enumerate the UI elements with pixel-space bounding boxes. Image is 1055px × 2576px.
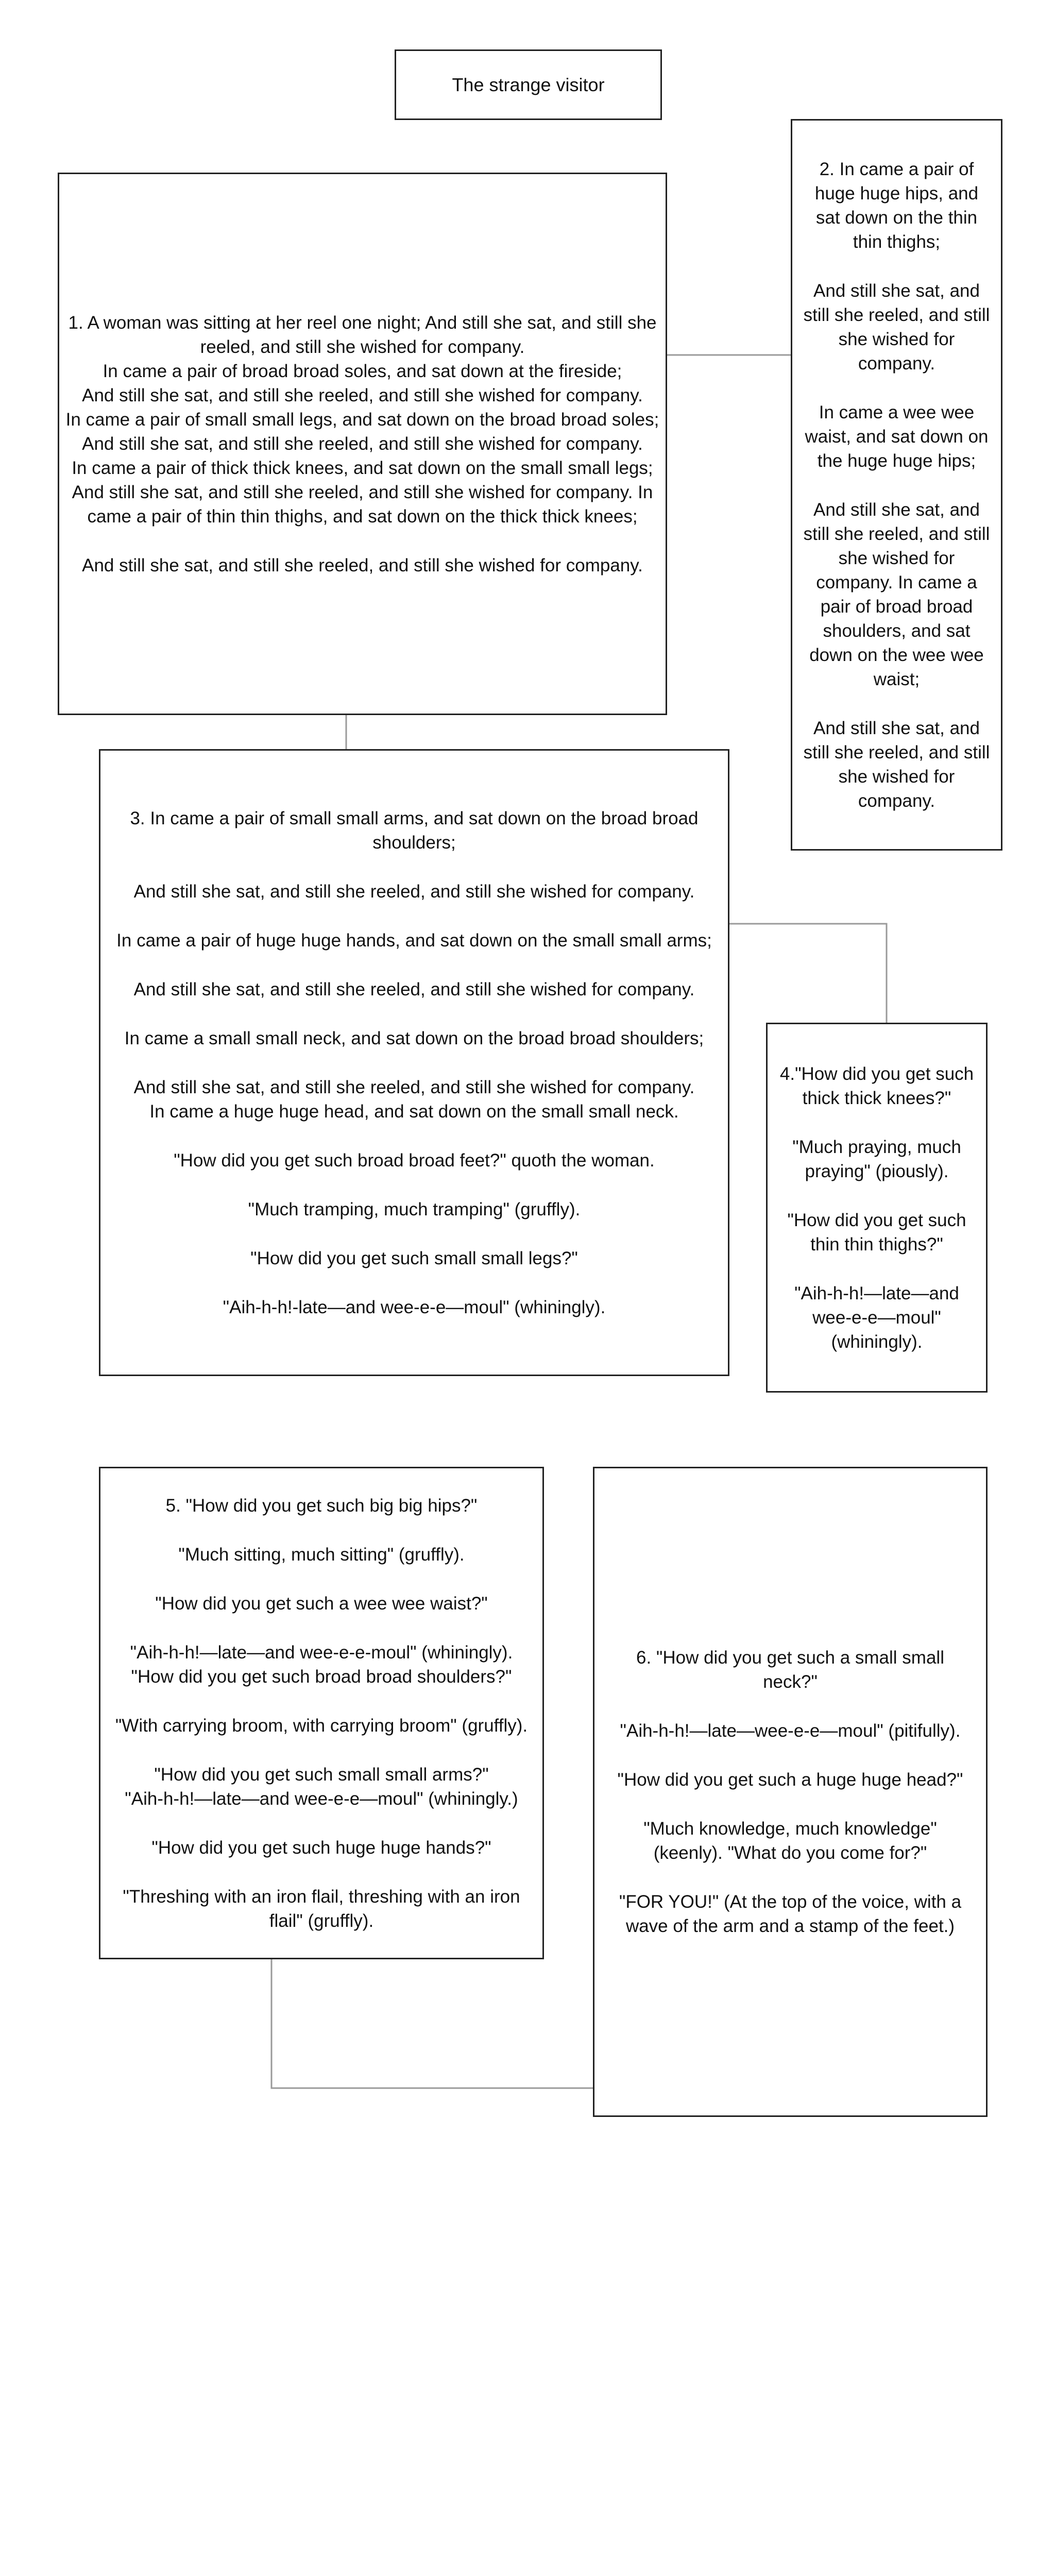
stanza-line: "Much sitting, much sitting" (gruffly). <box>178 1544 465 1565</box>
stanza-box-2 <box>791 119 1002 851</box>
stanza-line: "How did you get such small small legs?" <box>250 1248 578 1268</box>
stanza-line: 4."How did you get such thick thick knees?" <box>779 1063 974 1108</box>
stanza-line: "How did you get such broad broad shoulders?" <box>131 1666 512 1687</box>
stanza-line: In came a wee wee waist, and sat down on the huge huge hips; <box>805 402 989 471</box>
stanza-line: 2. In came a pair of huge huge hips, and sat down on the thin thin thighs; <box>814 159 979 252</box>
stanza-line: And still she sat, and still she reeled, and still she wished for company. <box>82 385 643 405</box>
stanza-line: And still she sat, and still she reeled, and still she wished for company. In came a pair of thin thin thighs, and sat down on the thick thick knees; <box>72 482 653 527</box>
stanza-line: "Aih-h-h!—late—and wee-e-e-moul" (whiningly). <box>130 1642 513 1663</box>
stanza-line: And still she sat, and still she reeled, and still she wished for company. <box>803 718 990 811</box>
stanza-line: "Aih-h-h!-late—and wee-e-e—moul" (whiningly). <box>223 1297 606 1317</box>
stanza-line: And still she sat, and still she reeled, and still she wished for company. <box>133 979 695 999</box>
stanza-line: And still she sat, and still she reeled, and still she wished for company. <box>803 280 990 374</box>
stanza-line: "Much praying, much praying" (piously). <box>792 1137 961 1181</box>
stanza-line: "Aih-h-h!—late—wee-e-e—moul" (pitifully). <box>620 1721 961 1741</box>
stanza-line: And still she sat, and still she reeled, and still she wished for company. <box>133 881 695 902</box>
connector-box5-box6 <box>271 1959 593 2088</box>
stanza-line: And still she sat, and still she reeled, and still she wished for company. <box>133 1077 695 1097</box>
stanza-line: And still she sat, and still she reeled, and still she wished for company. <box>82 555 643 575</box>
stanza-line: "How did you get such broad broad feet?" quoth the woman. <box>174 1150 655 1171</box>
stanza-line: In came a pair of thick thick knees, and sat down on the small small legs; <box>72 457 653 478</box>
stanza-line: "How did you get such a huge huge head?" <box>617 1770 963 1790</box>
stanza-line: "Much tramping, much tramping" (gruffly). <box>248 1199 581 1219</box>
stanza-line: In came a pair of small small legs, and sat down on the broad broad soles; <box>65 409 659 430</box>
stanza-line: In came a huge huge head, and sat down on the small small neck. <box>149 1101 679 1122</box>
stanza-line: 6. "How did you get such a small small neck?" <box>636 1648 944 1692</box>
stanza-line: "How did you get such small small arms?" <box>154 1764 489 1785</box>
stanza-box-6 <box>593 1467 988 2117</box>
stanza-line: "Much knowledge, much knowledge" (keenly). "What do you come for?" <box>643 1819 937 1863</box>
stanza-line: 5. "How did you get such big big hips?" <box>165 1495 478 1516</box>
stanza-line: And still she sat, and still she reeled, and still she wished for company. In came a pair of broad broad shoulders, and sat down on the wee wee waist; <box>803 499 990 689</box>
stanza-line: In came a small small neck, and sat down on the broad broad shoulders; <box>124 1028 704 1048</box>
stanza-line: In came a pair of huge huge hands, and sat down on the small small arms; <box>116 930 712 951</box>
stanza-line: "Aih-h-h!—late—and wee-e-e—moul" (whiningly.) <box>125 1788 518 1809</box>
stanza-line: "Aih-h-h!—late—and wee-e-e—moul" (whiningly). <box>794 1283 959 1352</box>
stanza-line: And still she sat, and still she reeled, and still she wished for company. <box>82 433 643 454</box>
stanza-line: "With carrying broom, with carrying broom" (gruffly). <box>115 1715 528 1736</box>
stanza-line: 3. In came a pair of small small arms, and sat down on the broad broad shoulders; <box>130 808 699 853</box>
stanza-line: "How did you get such huge huge hands?" <box>151 1837 491 1858</box>
stanza-line: "FOR YOU!" (At the top of the voice, with a wave of the arm and a stamp of the feet.) <box>619 1892 962 1936</box>
connector-box3-box4 <box>729 924 887 1023</box>
stanza-box-4 <box>766 1023 988 1393</box>
stanza-box-3 <box>99 749 729 1376</box>
diagram-title: The strange visitor <box>452 74 605 95</box>
stanza-line: In came a pair of broad broad soles, and sat down at the fireside; <box>103 361 622 381</box>
stanza-line: "Threshing with an iron flail, threshing with an iron flail" (gruffly). <box>123 1886 520 1931</box>
stanza-line: "How did you get such thin thin thighs?" <box>787 1210 966 1255</box>
stanza-box-1 <box>58 173 667 715</box>
stanza-line: "How did you get such a wee wee waist?" <box>155 1593 488 1614</box>
title-box <box>395 49 662 120</box>
stanza-box-5 <box>99 1467 544 1959</box>
stanza-line: 1. A woman was sitting at her reel one night; And still she sat, and still she reeled, and still she wished for company. <box>68 312 657 357</box>
